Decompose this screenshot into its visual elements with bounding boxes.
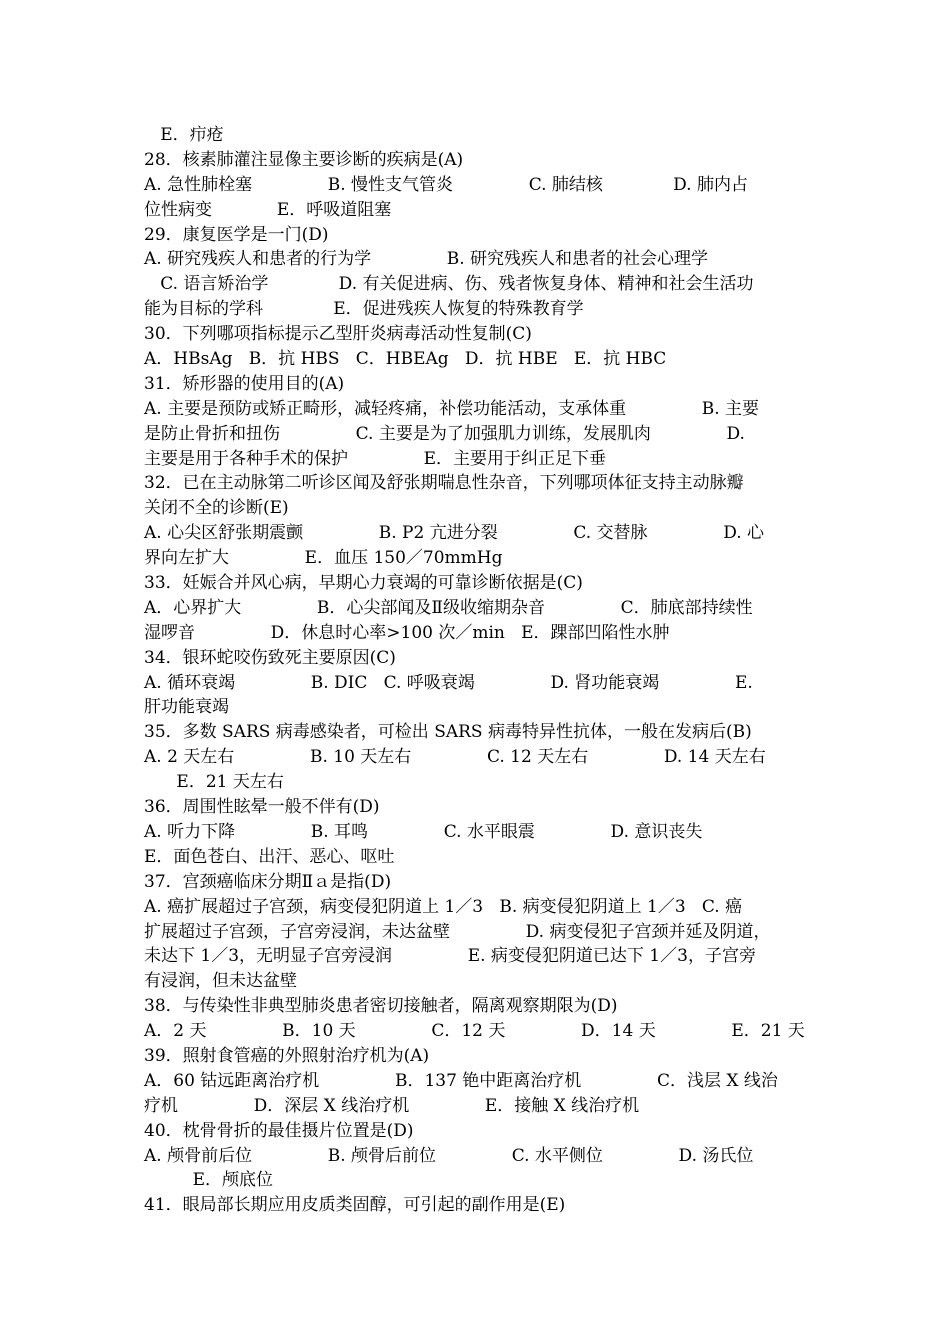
text-line: 界向左扩大 E．血压 150／70mmHg [144, 548, 503, 569]
text-line: 37．宫颈癌临床分期Ⅱａ是指(D) [144, 871, 392, 892]
text-line: 是防止骨折和扭伤 C. 主要是为了加强肌力训练，发展肌肉 D. [144, 423, 745, 444]
text-line: 湿啰音 D．休息时心率>100 次／min E．踝部凹陷性水肿 [144, 622, 670, 643]
text-line: 29．康复医学是一门(D) [144, 224, 329, 245]
text-line: 能为目标的学科 E．促进残疾人恢复的特殊教育学 [144, 299, 584, 320]
text-line: 32．已在主动脉第二听诊区闻及舒张期喘息性杂音，下列哪项体征支持主动脉瓣 [144, 473, 744, 494]
text-line: 疗机 D．深层 X 线治疗机 E．接触 X 线治疗机 [144, 1095, 640, 1116]
text-line: E．面色苍白、出汗、恶心、呕吐 [144, 846, 395, 867]
text-line: A. 研究残疾人和患者的行为学 B. 研究残疾人和患者的社会心理学 [144, 249, 709, 270]
text-line: 31．矫形器的使用目的(A) [144, 373, 345, 394]
text-line: E．颅底位 [144, 1170, 274, 1191]
text-line: 扩展超过子宫颈，子宫旁浸润，未达盆壁 D. 病变侵犯子宫颈并延及阴道， [144, 921, 771, 942]
text-line: 41．眼局部长期应用皮质类固醇，可引起的副作用是(E) [144, 1195, 566, 1216]
text-line: A. 颅骨前后位 B. 颅骨后前位 C. 水平侧位 D. 汤氏位 [144, 1145, 754, 1166]
text-line: A. 心尖区舒张期震颤 B. P2 亢进分裂 C. 交替脉 D. 心 [144, 523, 765, 544]
text-line: A. 急性肺栓塞 B. 慢性支气管炎 C. 肺结核 D. 肺内占 [144, 174, 748, 195]
text-line: 38．与传染性非典型肺炎患者密切接触者，隔离观察期限为(D) [144, 996, 618, 1017]
text-line: 39．照射食管癌的外照射治疗机为(A) [144, 1045, 430, 1066]
text-line: 36．周围性眩晕一般不伴有(D) [144, 797, 380, 818]
text-line: E．疖疮 [144, 125, 224, 145]
text-line: 肝功能衰竭 [144, 697, 229, 718]
text-line: A. 2 天左右 B. 10 天左右 C. 12 天左右 D. 14 天左右 [144, 747, 766, 768]
text-line: 33．妊娠合并风心病，早期心力衰竭的可靠诊断依据是(C) [144, 573, 583, 594]
text-line: 28．核素肺灌注显像主要诊断的疾病是(A) [144, 149, 464, 170]
text-line: 34．银环蛇咬伤致死主要原因(C) [144, 647, 396, 668]
text-line: 30．下列哪项指标提示乙型肝炎病毒活动性复制(C) [144, 324, 532, 345]
text-line: A．2 天 B．10 天 C．12 天 D．14 天 E．21 天 [144, 1021, 805, 1042]
text-line: A. 主要是预防或矫正畸形，减轻疼痛，补偿功能活动，支承体重 B. 主要 [144, 398, 760, 419]
text-line: 有浸润，但未达盆壁 [144, 971, 297, 992]
text-line: A. 癌扩展超过子宫颈，病变侵犯阴道上 1／3 B. 病变侵犯阴道上 1／3 C. 癌 [144, 896, 743, 917]
text-line: 主要是用于各种手术的保护 E．主要用于纠正足下垂 [144, 448, 607, 469]
text-line: E．21 天左右 [144, 772, 284, 793]
text-line: A．60 钴远距离治疗机 B．137 铯中距离治疗机 C．浅层 X 线治 [144, 1070, 778, 1091]
text-line: 关闭不全的诊断(E) [144, 498, 289, 519]
text-line: 35．多数 SARS 病毒感染者，可检出 SARS 病毒特异性抗体，一般在发病后(B) [144, 722, 752, 743]
text-line: A. 听力下降 B. 耳鸣 C. 水平眼震 D. 意识丧失 [144, 821, 703, 842]
text-line: 40．枕骨骨折的最佳摄片位置是(D) [144, 1120, 414, 1141]
text-line: A．心界扩大 B．心尖部闻及Ⅱ级收缩期杂音 C．肺底部持续性 [144, 597, 753, 618]
text-line: A．HBsAg B．抗 HBS C．HBEAg D．抗 HBE E．抗 HBC [144, 349, 667, 370]
document-body [144, 123, 814, 1218]
text-line: 未达下 1／3，无明显子宫旁浸润 E. 病变侵犯阴道已达下 1／3，子宫旁 [144, 946, 756, 967]
text-line: C. 语言矫治学 D. 有关促进病、伤、残者恢复身体、精神和社会生活功 [144, 274, 754, 295]
text-line: 位性病变 E．呼吸道阻塞 [144, 199, 392, 220]
text-line: A. 循环衰竭 B. DIC C. 呼吸衰竭 D. 肾功能衰竭 E. [144, 672, 753, 693]
